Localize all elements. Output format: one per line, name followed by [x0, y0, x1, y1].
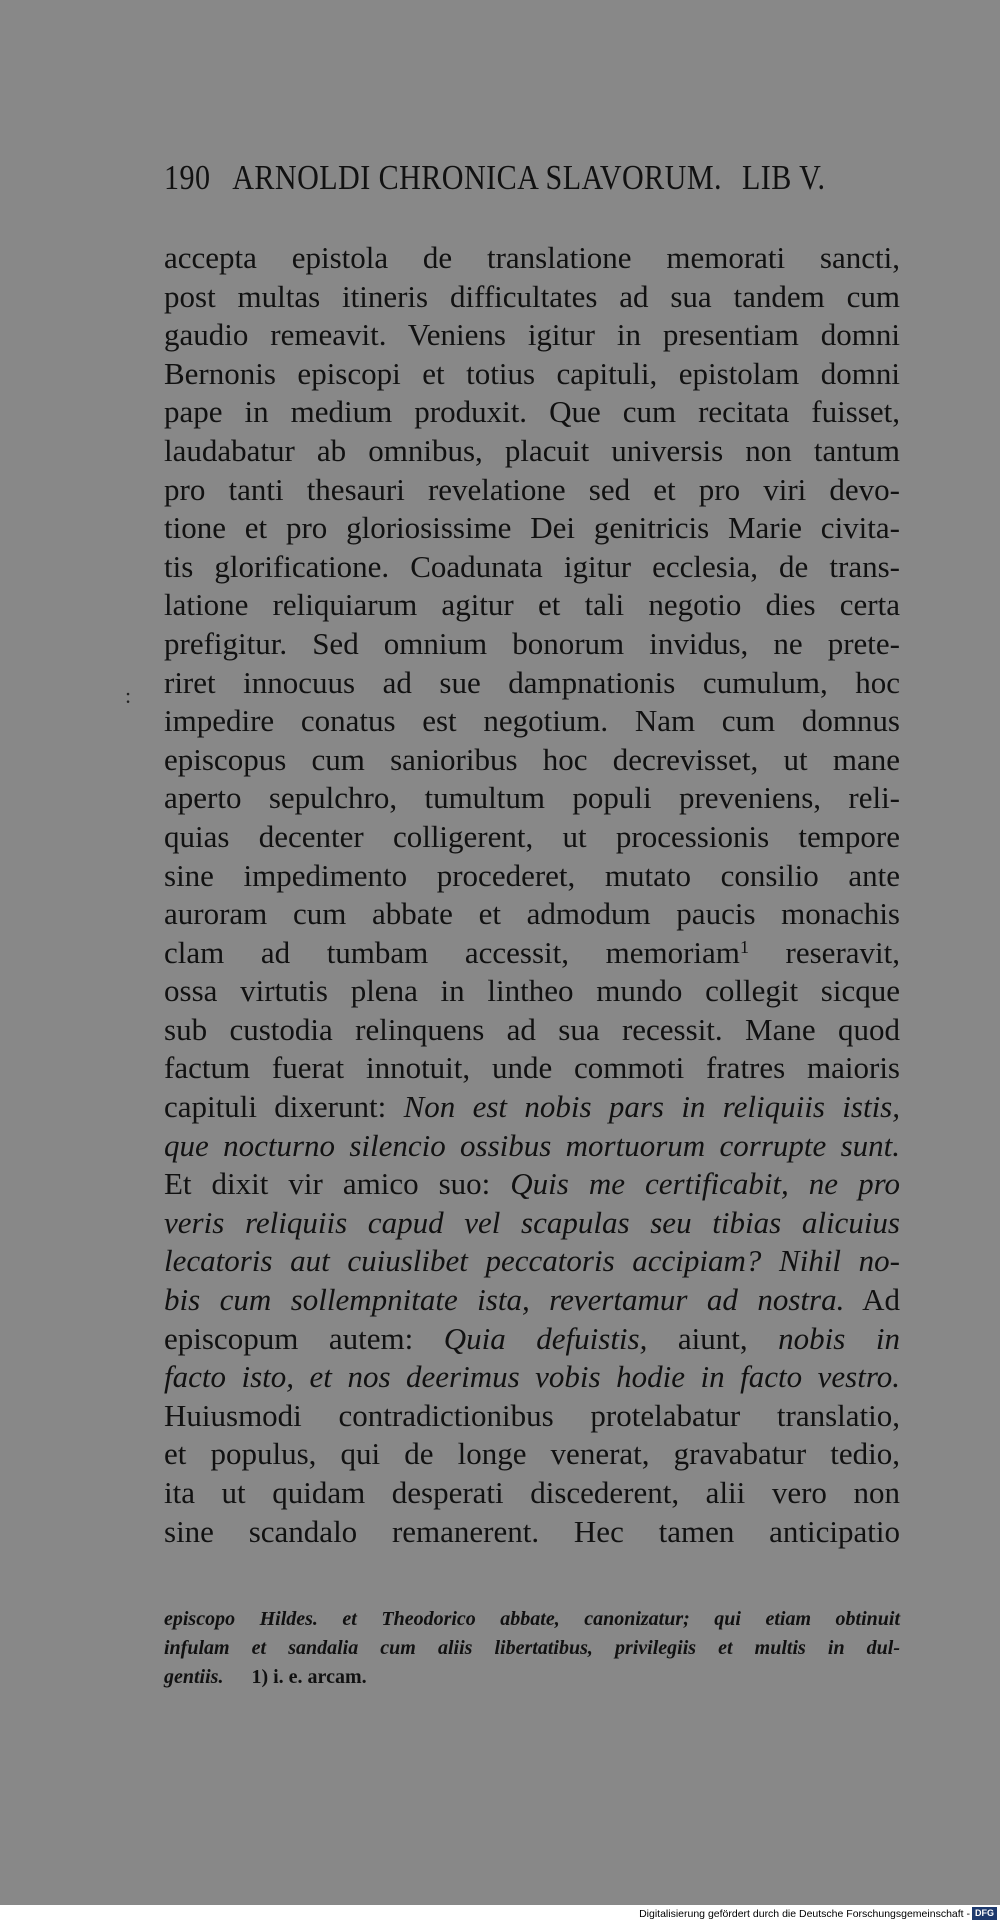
text-line: [164, 702, 900, 741]
text-segment: Et dixit vir amico suo:: [164, 1166, 511, 1202]
text-line: [164, 1204, 900, 1243]
text-segment: Huiusmodi contradictionibus protelabatur translatio,: [164, 1397, 900, 1433]
text-line: [164, 818, 900, 857]
text-line: [164, 1165, 900, 1204]
text-line: [164, 895, 900, 934]
text-segment: episcopum autem:: [164, 1320, 444, 1356]
text-line: [164, 1474, 900, 1513]
italic-segment: Non est nobis pars in reliquiis istis,: [403, 1089, 901, 1125]
text-line: [164, 1127, 900, 1166]
footer-credit: Digitalisierung gefördert durch die Deutsche Forschungsgemeinschaft -: [639, 1908, 970, 1920]
text-segment: tis glorificatione. Coadunata igitur ecclesia, de trans-: [164, 548, 900, 584]
text-line: [164, 1513, 900, 1552]
text-segment: pro tanti thesauri revelatione sed et pro viri devo-: [164, 471, 900, 507]
text-segment: gaudio remeavit. Veniens igitur in presentiam domni: [164, 317, 900, 353]
text-segment: Bernonis episcopi et totius capituli, epistolam domni: [164, 355, 900, 391]
footer-bar: [0, 1905, 1000, 1921]
italic-segment: que nocturno silencio ossibus mortuorum corrupte sunt.: [164, 1127, 900, 1163]
text-line: [164, 278, 900, 317]
italic-segment: lecatoris aut cuiuslibet peccatoris accipiam? Nihil no-: [164, 1243, 900, 1279]
text-segment: prefigitur. Sed omnium bonorum invidus, ne prete-: [164, 625, 900, 661]
text-segment: Ad: [844, 1282, 900, 1318]
margin-mark: :: [125, 683, 132, 708]
text-segment: sine impedimento procederet, mutato consilio ante: [164, 857, 900, 893]
text-line: [164, 432, 900, 471]
italic-segment: veris reliquiis capud vel scapulas seu tibias alicuius: [164, 1204, 900, 1240]
text-segment: latione reliquiarum agitur et tali negotio dies certa: [164, 587, 900, 623]
footnotes: [164, 1605, 900, 1692]
book-label: LIB V.: [741, 158, 826, 197]
text-segment: capituli dixerunt:: [164, 1089, 404, 1125]
text-segment: auroram cum abbate et admodum paucis monachis: [164, 896, 900, 932]
text-line: [164, 625, 900, 664]
dfg-logo-icon: DFG: [972, 1907, 997, 1920]
text-line: [164, 1320, 900, 1359]
text-line: [164, 779, 900, 818]
text-segment: aiunt,: [647, 1320, 779, 1356]
text-segment: clam ad tumbam accessit, memoriam: [164, 934, 740, 970]
italic-segment: facto isto, et nos deerimus vobis hodie in facto vestro.: [164, 1359, 900, 1395]
italic-segment: Quia defuistis,: [443, 1320, 648, 1356]
text-line: [164, 316, 900, 355]
text-line: [164, 1358, 900, 1397]
text-segment: quias decenter colligerent, ut processionis tempore: [164, 818, 900, 854]
text-line: [164, 393, 900, 432]
text-segment: ossa virtutis plena in lintheo mundo collegit sicque: [164, 973, 900, 1009]
text-segment: laudabatur ab omnibus, placuit universis non tantum: [164, 432, 900, 468]
running-head: [164, 158, 826, 206]
text-line: [164, 471, 900, 510]
text-segment: accepta epistola de translatione memorati sancti,: [164, 240, 900, 275]
text-line: [164, 548, 900, 587]
text-segment: riret innocuus ad sue dampnationis cumulum, hoc: [164, 664, 900, 700]
text-line: [164, 664, 900, 703]
text-line: [164, 1242, 900, 1281]
footnote-line-text: gentiis.: [164, 1666, 224, 1688]
body-text: [164, 239, 900, 1551]
text-segment: episcopus cum sanioribus hoc decrevisset, ut mane: [164, 741, 900, 777]
page-number: 190: [164, 158, 211, 197]
text-segment: reseravit,: [748, 934, 900, 970]
text-segment: aperto sepulchro, tumultum populi preveniens, reli-: [164, 780, 900, 816]
text-line: [164, 1088, 900, 1127]
text-line: [164, 741, 900, 780]
text-line: [164, 857, 900, 896]
text-segment: post multas itineris difficultates ad sua tandem cum: [164, 278, 900, 314]
text-line: [164, 1011, 900, 1050]
text-segment: ita ut quidam desperati discederent, alii vero non: [164, 1475, 900, 1510]
footnote-1: 1) i. e. arcam.: [251, 1666, 367, 1688]
text-line: [164, 1281, 900, 1320]
text-line: [164, 1435, 900, 1474]
text-segment: sub custodia relinquens ad sua recessit. Mane quod: [164, 1011, 900, 1047]
text-line: [164, 355, 900, 394]
running-title: ARNOLDI CHRONICA SLAVORUM.: [232, 158, 722, 197]
italic-segment: Quis me certificabit, ne pro: [510, 1166, 900, 1202]
text-segment: sine scandalo remanerent. Hec tamen anticipatio: [164, 1513, 900, 1549]
footnote-marker: 1: [739, 936, 749, 957]
italic-segment: bis cum sollempnitate ista, revertamur ad nostra.: [164, 1282, 845, 1318]
text-line: [164, 239, 900, 278]
italic-segment: nobis in: [778, 1320, 900, 1356]
text-line: [164, 1397, 900, 1436]
text-line: [164, 509, 900, 548]
text-line: [164, 586, 900, 625]
text-segment: et populus, qui de longe venerat, gravabatur tedio,: [164, 1436, 900, 1472]
footnote-line: episcopo Hildes. et Theodorico abbate, canonizatur; qui etiam obtinuit: [164, 1608, 900, 1630]
text-line: [164, 1049, 900, 1088]
text-segment: impedire conatus est negotium. Nam cum domnus: [164, 703, 900, 739]
footnote-line: [164, 1663, 900, 1692]
text-segment: factum fuerat innotuit, unde commoti fratres maioris: [164, 1050, 900, 1086]
text-line: [164, 972, 900, 1011]
text-line: [164, 934, 900, 973]
text-segment: pape in medium produxit. Que cum recitata fuisset,: [164, 394, 900, 430]
text-segment: tione et pro gloriosissime Dei genitricis Marie civita-: [164, 510, 900, 546]
footnote-line: infulam et sandalia cum aliis libertatibus, privilegiis et multis in dul-: [164, 1637, 900, 1659]
